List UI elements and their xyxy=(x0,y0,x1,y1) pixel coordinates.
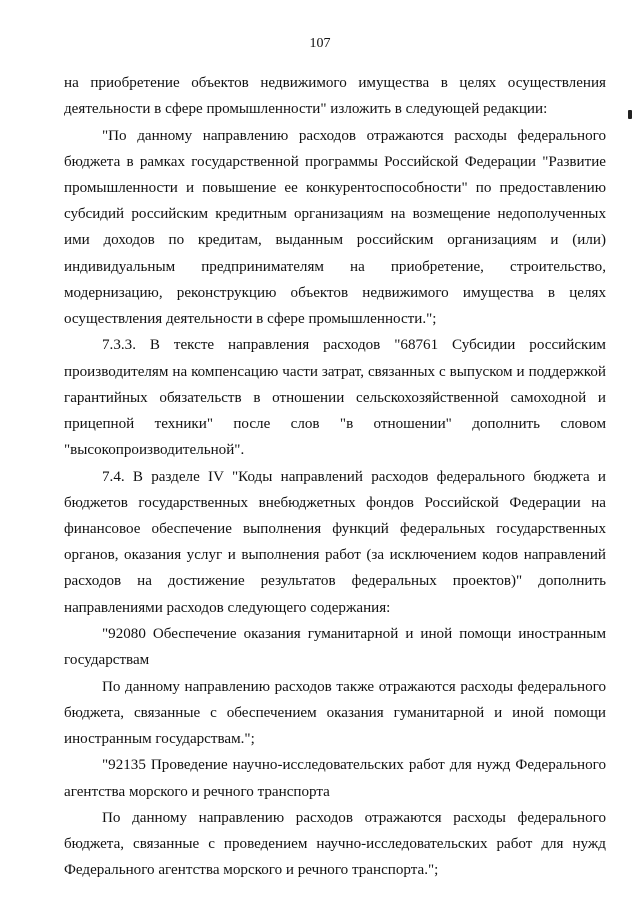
paragraph-intro: на приобретение объектов недвижимого имущества в целях осуществления деятельности в сфере промышленности" изложить в следующей редакции: xyxy=(64,75,606,118)
paragraph-7-4: 7.4. В разделе IV "Коды направлений расходов федерального бюджета и бюджетов государственных внебюджетных фондов Российской Федерации на финансовое обеспечение выполнения функций федеральных государственных органов, оказания услуг и выполнения работ (за исключением кодов направлений расходов на достижение результатов федеральных проектов)" дополнить направлениями расходов следующего содержания: xyxy=(64,468,606,616)
paragraph-quote-purpose: "По данному направлению расходов отражаются расходы федерального бюджета в рамках государственной программы Российской Федерации "Развитие промышленности и повышение ее конкурентоспособности" по предоставлению субсидий российским кредитным организациям на возмещение недополученных ими доходов по кредитам, выданным российским организациям и (или) индивидуальным предпринимателям на приобретение, строительство, модернизацию, реконструкцию объектов недвижимого имущества в целях осуществления деятельности в сфере промышленности."; xyxy=(64,127,606,328)
paragraph-92080-description: По данному направлению расходов также отражаются расходы федерального бюджета, связанные с обеспечением оказания гуманитарной и иной помощи иностранным государствам."; xyxy=(64,678,606,748)
page-number: 107 xyxy=(309,36,331,51)
paragraph-92135-description: По данному направлению расходов отражаются расходы федерального бюджета, связанные с проведением научно-исследовательских работ для нужд Федерального агентства морского и речного транспорта."; xyxy=(64,810,606,879)
scan-mark xyxy=(628,110,632,119)
paragraph-7-3-3: 7.3.3. В тексте направления расходов "68761 Субсидии российским производителям на компенсацию части затрат, связанных с выпуском и поддержкой гарантийных обязательств в отношении сельскохозяйственной самоходной и прицепной техники" после слов "в отношении" дополнить словом "высокопроизводительной". xyxy=(64,337,606,459)
paragraph-code-92080: "92080 Обеспечение оказания гуманитарной и иной помощи иностранным государствам xyxy=(64,626,606,669)
document-body xyxy=(64,70,606,884)
paragraph-code-92135: "92135 Проведение научно-исследовательских работ для нужд Федерального агентства морского и речного транспорта xyxy=(64,757,606,800)
